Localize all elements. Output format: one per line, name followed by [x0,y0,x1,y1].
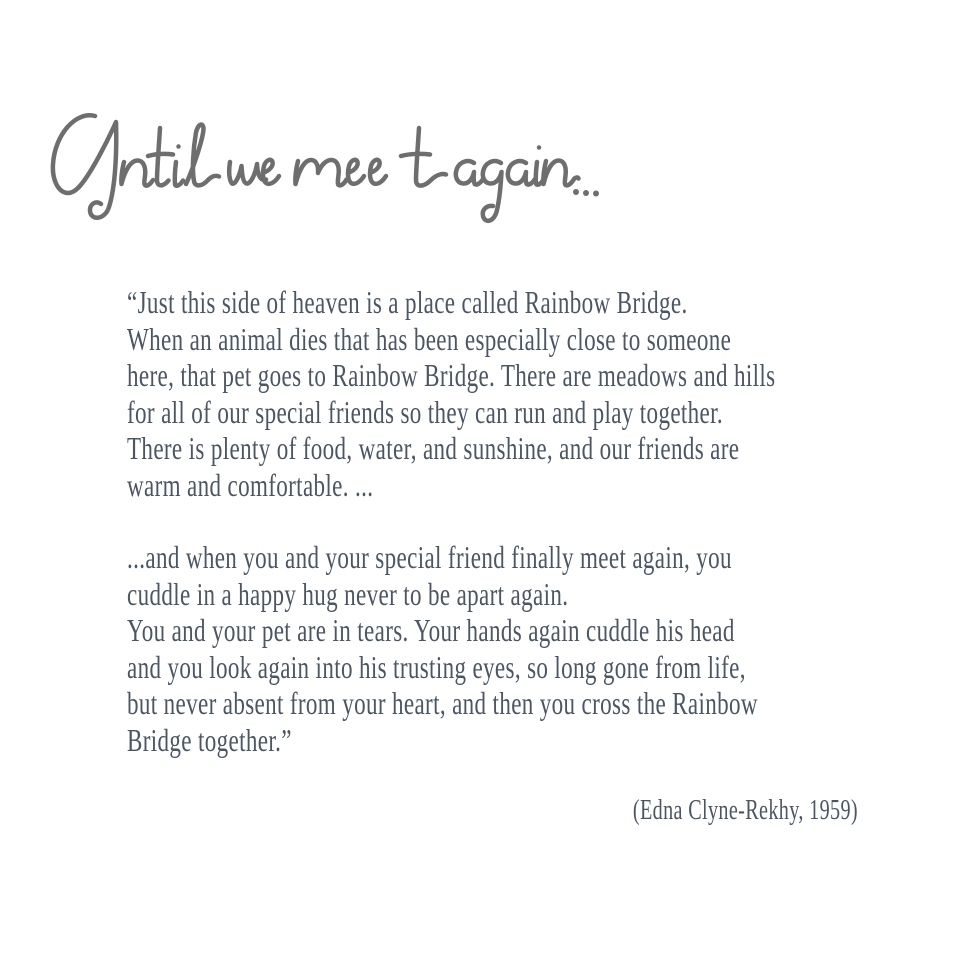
quote-line: here, that pet goes to Rainbow Bridge. There are meadows and hills [127,357,776,394]
quote-line: When an animal dies that has been especially close to someone [127,320,732,357]
attribution: (Edna Clyne-Rekhy, 1959) [632,795,858,826]
quote-line: You and your pet are in tears. Your hands again cuddle his head [127,612,735,649]
quote-line: “Just this side of heaven is a place called Rainbow Bridge. [127,284,688,320]
quote-line: cuddle in a happy hug never to be apart again. [127,575,569,612]
title-ellipsis-dots [576,192,596,194]
quote-line: warm and comfortable. ... [127,466,374,503]
title-handwriting-svg [48,110,600,230]
quote-line: and you look again into his trusting eyes, so long gone from life, [127,648,746,685]
quote-paragraph-2 [127,539,869,759]
quote-paragraph-1 [127,284,869,504]
quote-line: but never absent from your heart, and then you cross the Rainbow [127,685,758,722]
page-title [48,110,600,230]
quote-line: ...and when you and your special friend finally meet again, you [127,539,732,575]
title-strokes [53,115,596,220]
quote-line: Bridge together.” [127,721,292,758]
quote-line: for all of our special friends so they can run and play together. [127,393,724,430]
quote-line: There is plenty of food, water, and sunshine, and our friends are [127,430,740,467]
